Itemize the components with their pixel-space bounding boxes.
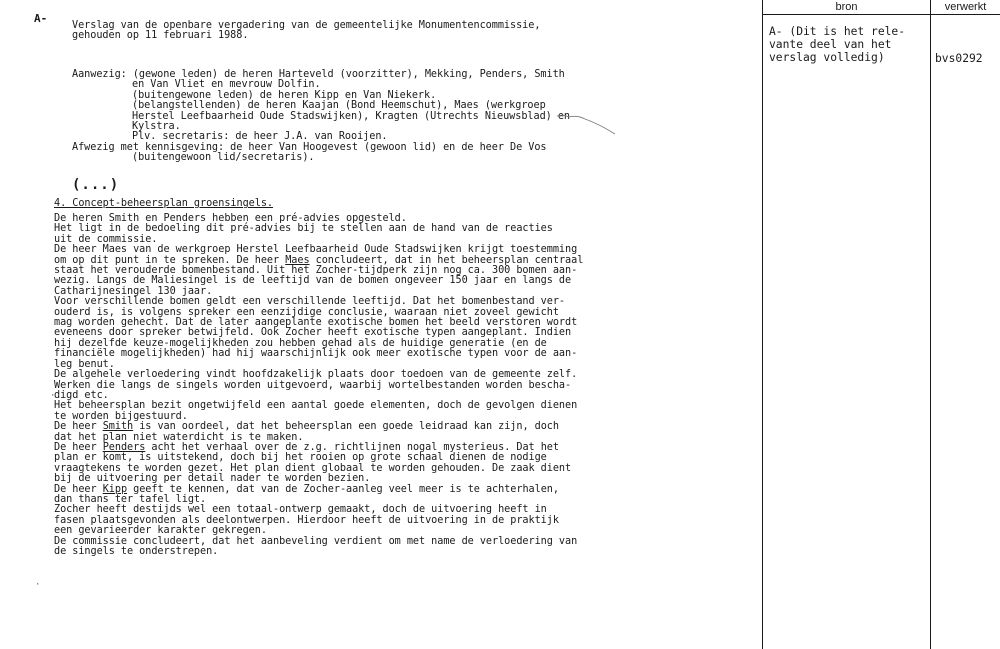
speaker-name-kipp: Kipp	[102, 483, 128, 495]
body-text-span: De heer	[54, 421, 97, 433]
body-line: eveneens door spreker betwijfeld. Ook Zocher heeft exotische typen aangeplant. Indien	[54, 327, 572, 339]
body-line: ouderd is, is volgens spreker een eenzijdige conclusie, waaraan niet zoveel gewicht	[54, 306, 559, 318]
body-line: De algehele verloedering vindt hoofdzakelijk plaats door toedoen van de gemeente zelf.	[54, 369, 578, 381]
absent-line: (buitengewoon lid/secretaris).	[132, 152, 315, 164]
speaker-name-maes: Maes	[285, 254, 310, 266]
body-line: Catharijnesingel 130 jaar.	[54, 285, 213, 297]
body-line: Werken die langs de singels worden uitgevoerd, waarbij wortelbestanden worden bescha-	[54, 379, 572, 391]
body-line: Het ligt in de bedoeling dit pré-advies bij te stellen aan de hand van de reacties	[54, 223, 553, 235]
section-title: 4. Concept-beheersplan groensingels.	[54, 198, 274, 209]
omission-ellipsis: (...)	[72, 177, 120, 193]
body-line: Voor verschillende bomen geldt een verschillende leeftijd. Dat het bomenbestand ver-	[54, 296, 566, 308]
speaker-name-penders: Penders	[102, 441, 146, 453]
body-line: digd etc.	[54, 389, 109, 401]
column-header-verwerkt: verwerkt	[944, 1, 987, 13]
body-line: vraagtekens te worden gezet. Het plan dient globaal te worden gehouden. De zaak dient	[54, 462, 572, 474]
absent-line: Afwezig met kennisgeving: de heer Van Hoogevest (gewoon lid) en de heer De Vos	[72, 141, 547, 153]
body-line: leg benut.	[54, 358, 115, 370]
present-line: Aanwezig: (gewone leden) de heren Harteveld (voorzitter), Mekking, Penders, Smith	[72, 69, 565, 80]
body-line: hij dezelfde keuze-mogelijkheden zou hebben gehad als de huidige generatie (en de	[54, 337, 547, 349]
body-line: uit de commissie.	[54, 233, 158, 245]
body-line: de singels te onderstrepen.	[54, 546, 219, 557]
present-line: Herstel Leefbaarheid Oude Stadswijken), Kragten (Utrechts Nieuwsblad) en	[132, 110, 571, 122]
body-text-span: acht het verhaal over de z.g. richtlijnen nogal mysterieus. Dat het	[151, 441, 559, 453]
column-header-bron: bron	[835, 1, 858, 13]
speaker-name-smith: Smith	[102, 421, 134, 433]
body-text-span: De heer	[54, 441, 97, 453]
pen-stroke-mark	[555, 112, 620, 138]
body-line: een gevarieerder karakter gekregen.	[54, 525, 267, 537]
minutes-body	[54, 214, 583, 557]
bron-line: vante deel van het	[769, 38, 892, 52]
table-divider	[930, 0, 931, 649]
table-divider	[762, 0, 763, 649]
present-line: (buitengewone leden) de heren Kipp en Van Niekerk.	[132, 89, 437, 101]
body-line: De heer Maes van de werkgroep Herstel Leefbaarheid Oude Stadswijken krijgt toestemming	[54, 244, 578, 256]
body-line: dat het plan niet waterdicht is te maken.	[54, 431, 304, 443]
body-line: dan thans ter tafel ligt.	[54, 493, 207, 505]
present-line: Plv. secretaris: de heer J.A. van Rooijen.	[132, 131, 388, 143]
heading-line: Verslag van de openbare vergadering van de gemeentelijke Monumentencommissie,	[72, 20, 541, 31]
scan-speck: ·	[50, 391, 56, 401]
body-line: staat het verouderde bomenbestand. Uit het Zocher-tijdperk zijn nog ca. 300 bomen aan-	[54, 265, 578, 277]
attendance-block	[72, 70, 570, 164]
present-line: en Van Vliet en mevrouw Dolfin.	[132, 79, 321, 91]
present-line: (belangstellenden) de heren Kaajan (Bond Heemschut), Maes (werkgroep	[132, 100, 546, 112]
body-text-span: om op dit punt in te spreken. De heer	[54, 254, 280, 266]
body-text-span: is van oordeel, dat het beheersplan een goede leidraad kan zijn, doch	[139, 421, 559, 433]
body-text-span: concludeert, dat in het beheersplan centraal	[315, 254, 584, 266]
body-line: wezig. Langs de Maliesingel is de leeftijd van de bomen ongeveer 150 jaar en langs de	[54, 275, 572, 287]
body-line: mag worden gehecht. Dat de later aangeplante exotische bomen het beeld verstoren wordt	[54, 317, 578, 329]
body-line: De heren Smith en Penders hebben een pré-advies opgesteld.	[54, 213, 407, 224]
body-text-span: geeft te kennen, dat van de Zocher-aanleg veel meer is te achterhalen,	[133, 483, 559, 495]
bron-line: A- (Dit is het rele-	[769, 25, 906, 38]
body-line: Zocher heeft destijds wel een totaal-ontwerp gemaakt, doch de uitvoering heeft in	[54, 504, 547, 516]
body-line: bij de uitvoering per detail nader te worden bezien.	[54, 473, 371, 485]
body-text-span: De heer	[54, 483, 97, 495]
scan-speck: ·	[35, 580, 41, 590]
heading-line: gehouden op 11 februari 1988.	[72, 30, 249, 42]
body-line: te worden bijgestuurd.	[54, 410, 188, 422]
body-line	[54, 422, 583, 432]
body-line: fasen plaatsgevonden als deelontwerpen. Hierdoor heeft de uitvoering in de praktijk	[54, 514, 559, 526]
present-line: Kylstra.	[132, 121, 181, 133]
verwerkt-cell: bvs0292	[935, 52, 983, 65]
table-header-rule	[762, 14, 1000, 15]
bron-cell	[769, 25, 905, 65]
section-marker: A-	[34, 12, 48, 25]
body-line: Het beheersplan bezit ongetwijfeld een aantal goede elementen, doch de gevolgen dienen	[54, 400, 578, 412]
body-line: De commissie concludeert, dat het aanbeveling verdient om met name de verloedering van	[54, 535, 578, 547]
body-line: financiële mogelijkheden) had hij waarschijnlijk ook meer exotische typen voor de aan-	[54, 348, 578, 360]
report-heading	[72, 21, 540, 42]
body-line: plan er komt, is uitstekend, doch bij het rooien op grote schaal dienen de nodige	[54, 452, 547, 464]
bron-line: verslag volledig)	[769, 51, 885, 65]
